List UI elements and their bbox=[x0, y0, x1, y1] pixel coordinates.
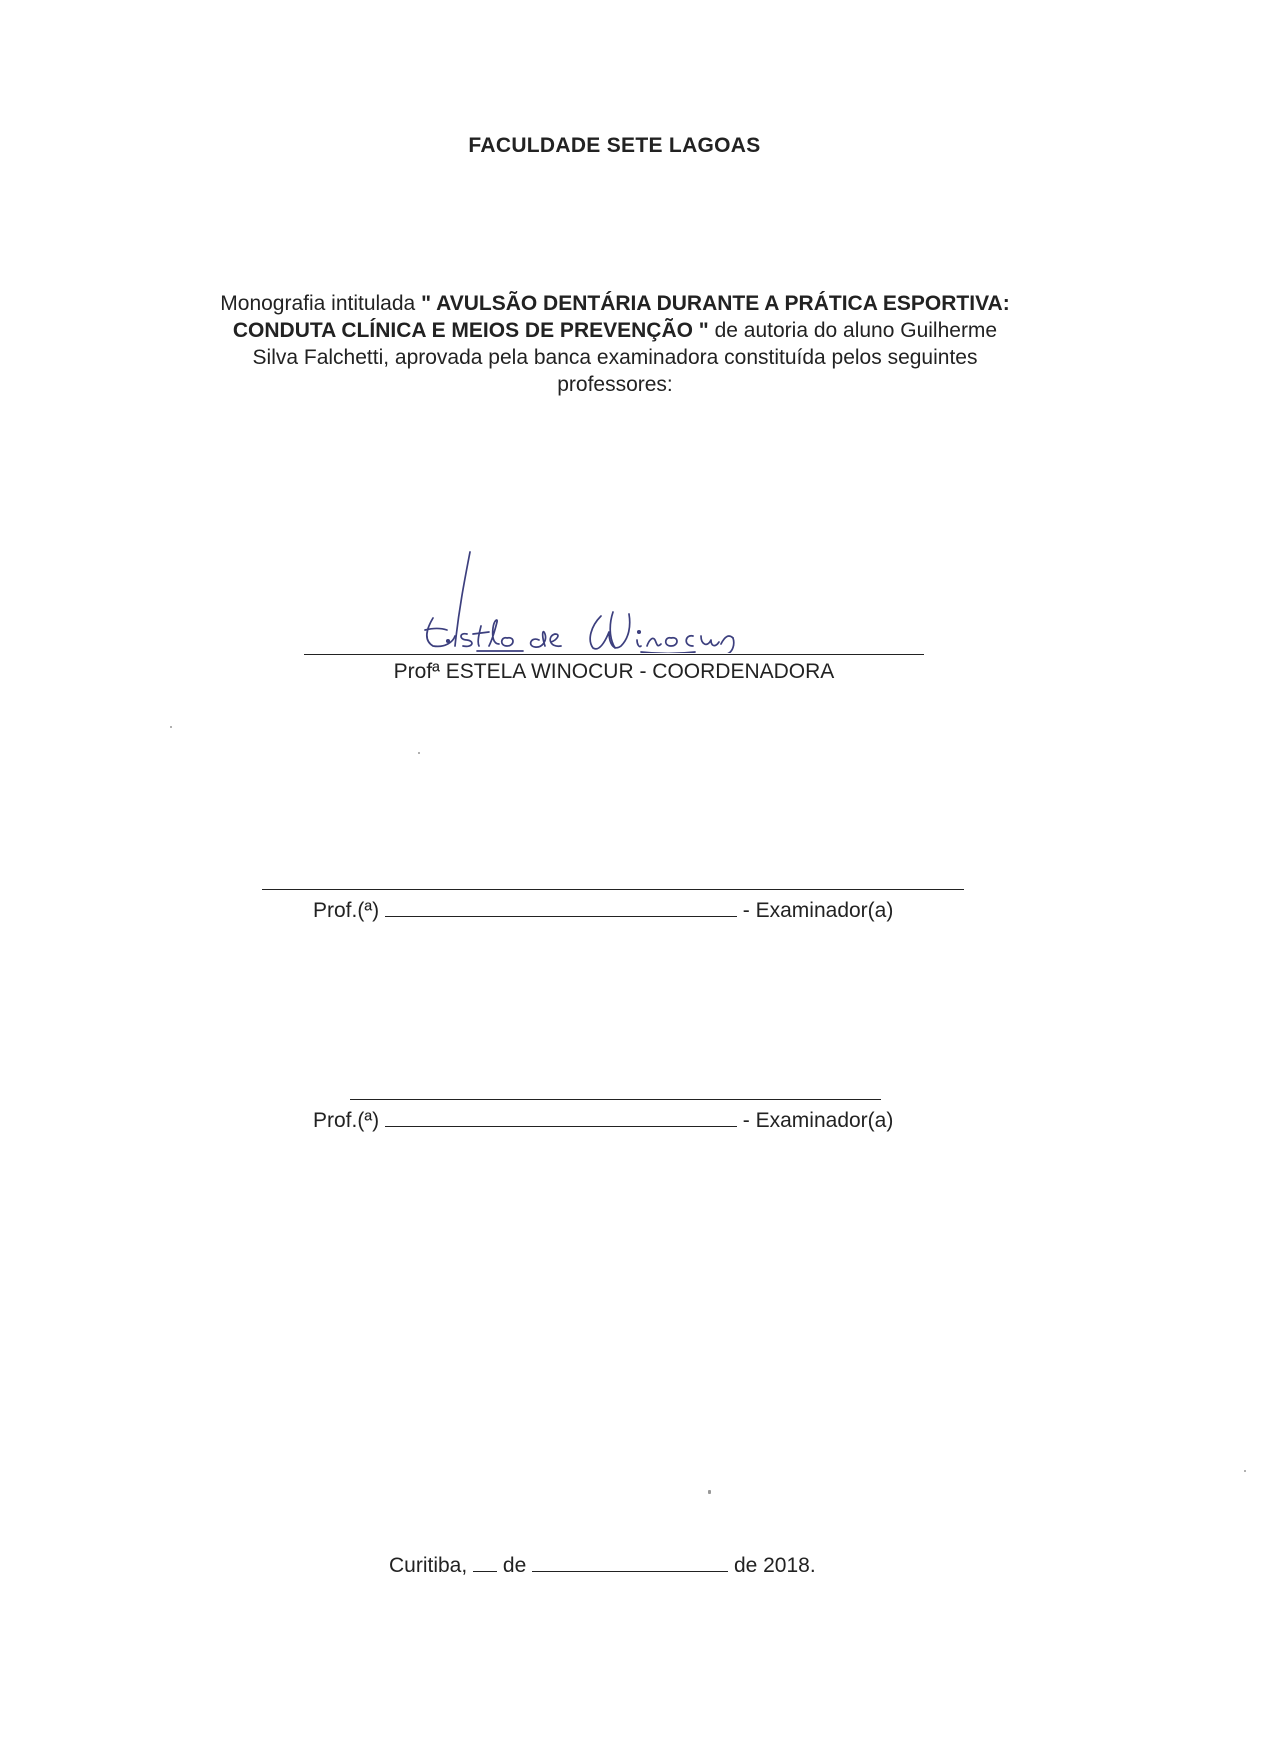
statement-prefix: Monografia intitulada bbox=[220, 292, 416, 315]
examiner-2-signature-line bbox=[350, 1099, 881, 1100]
examiner-2-prefix: Prof.(ª) bbox=[313, 1109, 380, 1132]
monograph-statement bbox=[175, 290, 1055, 398]
statement-line-1 bbox=[175, 290, 1055, 317]
examiner-1-role: - Examinador(a) bbox=[742, 899, 894, 922]
scan-speck bbox=[418, 752, 420, 754]
scan-speck bbox=[1244, 1470, 1246, 1472]
place-date-line bbox=[389, 1549, 816, 1577]
statement-line-4: professores: bbox=[557, 373, 673, 396]
city-label: Curitiba, bbox=[389, 1554, 468, 1577]
scan-speck bbox=[170, 726, 172, 728]
scan-speck bbox=[708, 1490, 711, 1494]
examiner-2-role: - Examinador(a) bbox=[742, 1109, 894, 1132]
month-blank bbox=[532, 1549, 728, 1572]
examiner-1-prefix: Prof.(ª) bbox=[313, 899, 380, 922]
statement-author: de autoria do aluno Guilherme bbox=[714, 319, 998, 342]
statement-line-2 bbox=[175, 317, 1055, 344]
examiner-1-row bbox=[313, 894, 893, 922]
examiner-1-signature-line bbox=[262, 889, 964, 890]
statement-line-3: Silva Falchetti, aprovada pela banca examinadora constituída pelos seguintes bbox=[252, 346, 978, 369]
monograph-title-part-1: " AVULSÃO DENTÁRIA DURANTE A PRÁTICA ESPORTIVA: bbox=[421, 292, 1010, 315]
coordinator-signature bbox=[415, 548, 795, 653]
examiner-2-name-blank bbox=[385, 1104, 737, 1127]
monograph-title-part-2: CONDUTA CLÍNICA E MEIOS DE PREVENÇÃO " bbox=[232, 319, 709, 342]
examiner-2-row bbox=[313, 1104, 893, 1132]
year-label: de 2018. bbox=[733, 1554, 816, 1577]
institution-heading: FACULDADE SETE LAGOAS bbox=[468, 134, 761, 157]
day-blank bbox=[473, 1549, 497, 1572]
signature-drawing bbox=[415, 548, 795, 653]
date-de-label: de bbox=[502, 1554, 527, 1577]
examiner-1-name-blank bbox=[385, 894, 737, 917]
coordinator-signature-line bbox=[304, 654, 924, 655]
coordinator-caption: Profª ESTELA WINOCUR - COORDENADORA bbox=[393, 660, 835, 683]
